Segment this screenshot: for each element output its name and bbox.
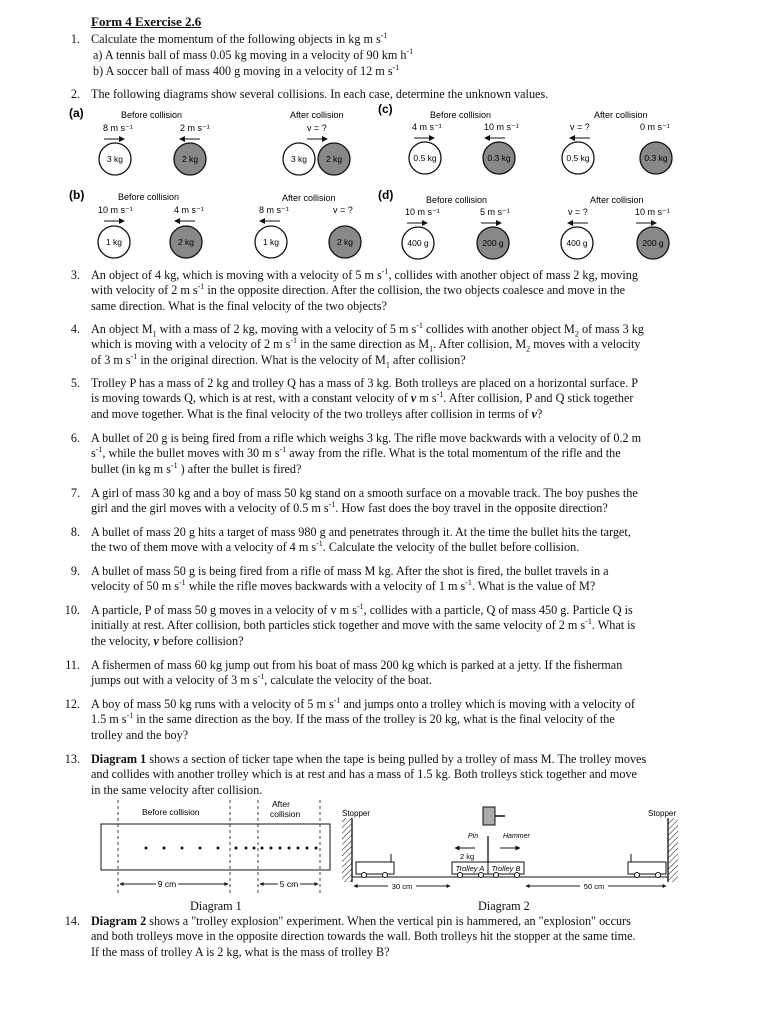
diagram1-after-label-2: collision xyxy=(270,809,301,819)
question-text: Diagram 1 shows a section of ticker tape when the tape is being pulled by a trolley of mass M. The trolley moves and collides with another trolley which is at rest and has a mass of 1.5 kg. Both trolleys stick together and move in the same velocity after collision. xyxy=(91,752,647,797)
diagram-d-va2: 10 m s⁻¹ xyxy=(635,207,670,217)
diagram-c-m2: 0.3 kg xyxy=(487,153,511,163)
diagram-a-v2: 2 m s⁻¹ xyxy=(180,123,210,133)
question-text: A girl of mass 30 kg and a boy of mass 50 kg stand on a smooth surface on a movable track. The boy pushes the girl and the girl moves with a velocity of 0.5 m $s^{-1}$. How fast does the boy travel in the opposite direction? xyxy=(91,486,638,516)
diagram-b-after-m1: 1 kg xyxy=(262,237,280,247)
diagram-c-va1: v = ? xyxy=(570,122,590,132)
right-wall xyxy=(668,818,678,882)
worksheet-page: Form 4 Exercise 2.6 1. Calculate the momentum of the following objects in kg m $s^{-1}$ a) A tennis ball of mass 0.05 kg moving in a velocity of 90 km $h^{-1}$ b) A soccer ball of mass 400 g moving in a velocity of 12 m $s^{-1}$ 2. The following diagrams show several collisions. In each case, determine the unknown values. (a) Before collision After collision 8 m s⁻¹ 2 m s⁻¹ v = ? 3 kg 2 kg 3 kg 2 kg (c) Before collision After collision 4 m s⁻¹ 10 m s⁻¹ v = ? 0 m s⁻¹ 0.5 kg 0.3 kg 0.5 kg 0.3 kg (b) Before collision After collision 10 m s⁻¹ 4 m s⁻¹ 8 m s⁻¹ v = ? 1 kg 2 kg 1 kg 2 kg (d) Before collision After collision 10 m s⁻¹ 5 m s⁻¹ v = ? 10 m s⁻¹ 400 g 200 g 400 g 200 g 3. An object of 4 kg, which is moving with a velocity of 5 m $s^{-1}$, collides with another object of mass 2 kg, moving with velocity of 2 m $s^{-1}$ in the opposite direction. After the collision, the two objects coalesce and move in the same direction. What is the final velocity of the two objects? 4. An object $M_1$ with a mass of 2 kg, moving with a velocity of 5 m $s^{-1}$ collides with another object $M_2$ of mass 3 kg which is moving with a velocity of 2 m $s^{-1}$ in the same direction as $M_1$. After collision, $M_2$ moves with a velocity of 3 m $s^{-1}$ in the original direction. What is the velocity of $M_1$ after collision? 5. Trolley P has a mass of 2 kg and trolley Q has a mass of 3 kg. Both trolleys are placed on a horizontal surface. P is moving towards Q, which is at rest, with a constant velocity of v m $s^{-1}$. After collision, P and Q stick together and move together. What is the final velocity of the two trolleys after collision in terms of v? 6. A bullet of 20 g is being fired from a rifle which weighs 3 kg. The rifle move backwards with a velocity of 0.2 m $s^{-1}$, while the bullet moves with 30 m $s^{-1}$ away from the rifle. What is the total momentum of the rifle and the bullet (in kg m $s^{-1}$ ) after the bullet is fired? 7. A girl of mass 30 kg and a boy of mass 50 kg stand on a smooth surface on a movable track. The boy pushes the girl and the girl moves with a velocity of 0.5 m $s^{-1}$. How fast does the boy travel in the opposite direction? 8. A bullet of mass 20 g hits a target of mass 980 g and penetrates through it. At the time the bullet hits the target, the two of them move with a velocity of 4 m $s^{-1}$. Calculate the velocity of the bullet before collision. 9. A bullet of mass 50 g is being fired from a rifle of mass M kg. After the shot is fired, the bullet travels in a velocity of 50 m $s^{-1}$ while the rifle moves backwards with a velocity of 1 m $s^{-1}$. What is the value of M? 10. A particle, P of mass 50 g moves in a velocity of v m $s^{-1}$, collides with a particle, Q of mass 450 g. Particle Q is initially at rest. After collision, both particles stick together and move with the same velocity of 2 m $s^{-1}$. What is the velocity, v before collision? 11. A fishermen of mass 60 kg jump out from his boat of mass 200 kg which is parked at a jetty. If the fisherman jumps out with a velocity of 3 m $s^{-1}$, calculate the velocity of the boat. 12. A boy of mass 50 kg runs with a velocity of 5 m $s^{-1}$ and jumps onto a trolley which is moving with a velocity of 1.5 m $s^{-1}$ in the same direction as the boy. If the mass of the trolley is 20 kg, what is the final velocity of the trolley and the boy? 13. Diagram 1 shows a section of ticker tape when the tape is being pulled by a trolley of mass M. The trolley moves and collides with another trolley which is at rest and has a mass of 1.5 kg. Both trolleys stick together and move in the same velocity after collision. Before collision After collision 9 cm 5 cm Stopper Stopper Trolley A Trolley B 2 kg Pin Hammer 30 cm 50 cm Diagram 1 Diagram 2 14. Diagram 2 shows a "trolley explosion" experiment. When the vertical pin is hammered, an "explosion" occurs and both trolleys move in the opposite direction towards the wall. Both trolleys hit the stopper at the same time. If the mass of trolley A is 2 kg, what is the mass of trolley B? xyxy=(0,0,768,1024)
diagram1-after-label-1: After xyxy=(272,799,290,809)
diagram-b-va2: v = ? xyxy=(333,205,353,215)
trolley-diagrams xyxy=(0,796,768,906)
page-title: Form 4 Exercise 2.6 xyxy=(91,14,202,29)
diagram2-distance-1: 30 cm xyxy=(391,882,413,891)
question-text: Trolley P has a mass of 2 kg and trolley Q has a mass of 3 kg. Both trolleys are placed on a horizontal surface. P is moving towards Q, which is at rest, with a constant velocity of v m $s^{-1}$. After collision, P and Q stick together and move together. What is the final velocity of the two trolleys after collision in terms of v? xyxy=(91,376,639,421)
question-number: 3. xyxy=(70,268,80,282)
diagram-1-caption: Diagram 1 xyxy=(190,899,242,913)
stopper-right-label: Stopper xyxy=(648,809,677,818)
collision-diagrams xyxy=(0,100,768,265)
diagram-d-m2: 200 g xyxy=(482,238,504,248)
diagram1-distance-1: 9 cm xyxy=(157,879,177,889)
diagram-d-v1: 10 m s⁻¹ xyxy=(405,207,440,217)
trolley-b-label: Trolley B xyxy=(491,864,521,873)
diagram-c-v1: 4 m s⁻¹ xyxy=(412,122,442,132)
pin-label: Pin xyxy=(468,833,479,840)
question-number: 9. xyxy=(70,564,80,578)
diagram-d-m1: 400 g xyxy=(407,238,429,248)
question-number: 8. xyxy=(70,525,80,539)
diagram-c-after: After collision xyxy=(594,110,648,120)
stopper-left-label: Stopper xyxy=(342,809,371,818)
question-text: A bullet of mass 20 g hits a target of mass 980 g and penetrates through it. At the time the bullet hits the target, the two of them move with a velocity of 4 m $s^{-1}$. Calculate the velocity of the bullet before collision. xyxy=(91,525,631,555)
question-number: 6. xyxy=(70,431,80,445)
question-text: A bullet of 20 g is being fired from a rifle which weighs 3 kg. The rifle move backwards with a velocity of 0.2 m $s^{-1}$, while the bullet moves with 30 m $s^{-1}$ away from the rifle. What is the total momentum of the rifle and the bullet (in kg m $s^{-1}$ ) after the bullet is fired? xyxy=(91,431,642,476)
question-text: An object of 4 kg, which is moving with a velocity of 5 m $s^{-1}$, collides with another object of mass 2 kg, moving with velocity of 2 m $s^{-1}$ in the opposite direction. After the collision, the two objects coalesce and move in the same direction. What is the final velocity of the two objects? xyxy=(91,266,638,313)
question-number: 5. xyxy=(70,376,80,390)
hammer-label: Hammer xyxy=(503,833,530,840)
question-1b: b) A soccer ball of mass 400 g moving in a velocity of 12 m $s^{-1}$ xyxy=(93,62,400,78)
question-number: 2. xyxy=(70,87,80,101)
diagram-b-before: Before collision xyxy=(118,192,180,202)
diagram-a-m1: 3 kg xyxy=(106,154,124,164)
diagram-c-v2: 10 m s⁻¹ xyxy=(484,122,519,132)
question-number: 1. xyxy=(70,32,80,46)
diagram-c-tag: (c) xyxy=(378,102,393,116)
question-text: Calculate the momentum of the following objects in kg m s xyxy=(91,32,381,46)
diagram-a-m2: 2 kg xyxy=(181,154,199,164)
diagram-a-before: Before collision xyxy=(121,110,183,120)
hammer-head xyxy=(483,807,495,825)
diagram-b-v2: 4 m s⁻¹ xyxy=(174,205,204,215)
trolley-explosion-diagram xyxy=(342,807,678,891)
diagram-d-tag: (d) xyxy=(378,188,394,202)
diagram1-before-label: Before collision xyxy=(142,807,200,817)
question-text: A boy of mass 50 kg runs with a velocity of 5 m $s^{-1}$ and jumps onto a trolley which is moving with a velocity of 1.5 m $s^{-1}$ in the same direction as the boy. If the mass of the trolley is 20 kg, what is the final velocity of the trolley and the boy? xyxy=(91,695,635,742)
diagram-2-caption: Diagram 2 xyxy=(478,899,530,913)
diagram-c-va2: 0 m s⁻¹ xyxy=(640,122,670,132)
question-number: 11. xyxy=(65,658,80,672)
question-text: A particle, P of mass 50 g moves in a velocity of v m $s^{-1}$, collides with a particle, Q of mass 450 g. Particle Q is initially at rest. After collision, both particles stick together and move with the same velocity of 2 m $s^{-1}$. What is the velocity, v before collision? xyxy=(91,601,636,648)
mass-label: 2 kg xyxy=(460,852,475,861)
question-text: A fishermen of mass 60 kg jump out from his boat of mass 200 kg which is parked at a jetty. If the fisherman jumps out with a velocity of 3 m $s^{-1}$, calculate the velocity of the boat. xyxy=(91,658,623,688)
diagram-c-m1: 0.5 kg xyxy=(413,153,437,163)
trolley-a-label: Trolley A xyxy=(455,864,485,873)
diagram-b-tag: (b) xyxy=(69,188,85,202)
diagram-d-after-m2: 200 g xyxy=(642,238,664,248)
question-number: 12. xyxy=(64,697,80,711)
diagram-a-after: After collision xyxy=(290,110,344,120)
question-number: 4. xyxy=(70,322,80,336)
question-text: Diagram 2 shows a "trolley explosion" experiment. When the vertical pin is hammered, an "explosion" occurs and both trolleys move in the opposite direction towards the wall. Both trolleys hit the stopper at the same time. If the mass of trolley A is 2 kg, what is the mass of trolley B? xyxy=(91,914,636,959)
ticker-tape xyxy=(101,824,330,870)
diagram-d-after: After collision xyxy=(590,195,644,205)
diagram1-distance-2: 5 cm xyxy=(279,879,299,889)
diagram2-distance-2: 50 cm xyxy=(583,882,605,891)
question-number: 14. xyxy=(64,914,80,928)
question-number: 10. xyxy=(64,603,80,617)
diagram-c-before: Before collision xyxy=(430,110,492,120)
diagram-d-va1: v = ? xyxy=(568,207,588,217)
diagram-c-after-m1: 0.5 kg xyxy=(566,153,590,163)
question-text: An object $M_1$ with a mass of 2 kg, moving with a velocity of 5 m $s^{-1}$ collides with another object $M_2$ of mass 3 kg which is moving with a velocity of 2 m $s^{-1}$ in the same direction as $M_1$. After collision, $M_2$ moves with a velocity of 3 m $s^{-1}$ in the original direction. What is the velocity of $M_1$ after collision? xyxy=(91,320,644,370)
left-wall xyxy=(342,818,352,882)
diagram-b-m1: 1 kg xyxy=(105,237,123,247)
ticker-tape-diagram xyxy=(101,799,330,894)
diagram-d-v2: 5 m s⁻¹ xyxy=(480,207,510,217)
diagram-b-m2: 2 kg xyxy=(177,237,195,247)
diagram-b-v1: 10 m s⁻¹ xyxy=(98,205,133,215)
diagram-d-before: Before collision xyxy=(426,195,488,205)
diagram-d-after-m1: 400 g xyxy=(566,238,588,248)
diagram-a-tag: (a) xyxy=(69,106,84,120)
diagram-b-after-m2: 2 kg xyxy=(336,237,354,247)
question-text: A bullet of mass 50 g is being fired from a rifle of mass M kg. After the shot is fired, the bullet travels in a velocity of 50 m $s^{-1}$ while the rifle moves backwards with a velocity of 1 m $s^{-1}$. What is the value of M? xyxy=(91,564,609,594)
diagram-b-after: After collision xyxy=(282,193,336,203)
diagram-a-va: v = ? xyxy=(307,123,327,133)
question-text: The following diagrams show several collisions. In each case, determine the unknown values. xyxy=(91,87,549,101)
question-1a: a) A tennis ball of mass 0.05 kg moving in a velocity of 90 km $h^{-1}$ xyxy=(93,46,414,62)
diagram-a-after-m2: 2 kg xyxy=(325,154,343,164)
diagram-a-v1: 8 m s⁻¹ xyxy=(103,123,133,133)
diagram-c-after-m2: 0.3 kg xyxy=(644,153,668,163)
diagram-b-va1: 8 m s⁻¹ xyxy=(259,205,289,215)
question-number: 7. xyxy=(70,486,80,500)
diagram-a-after-m1: 3 kg xyxy=(290,154,308,164)
question-number: 13. xyxy=(64,752,80,766)
